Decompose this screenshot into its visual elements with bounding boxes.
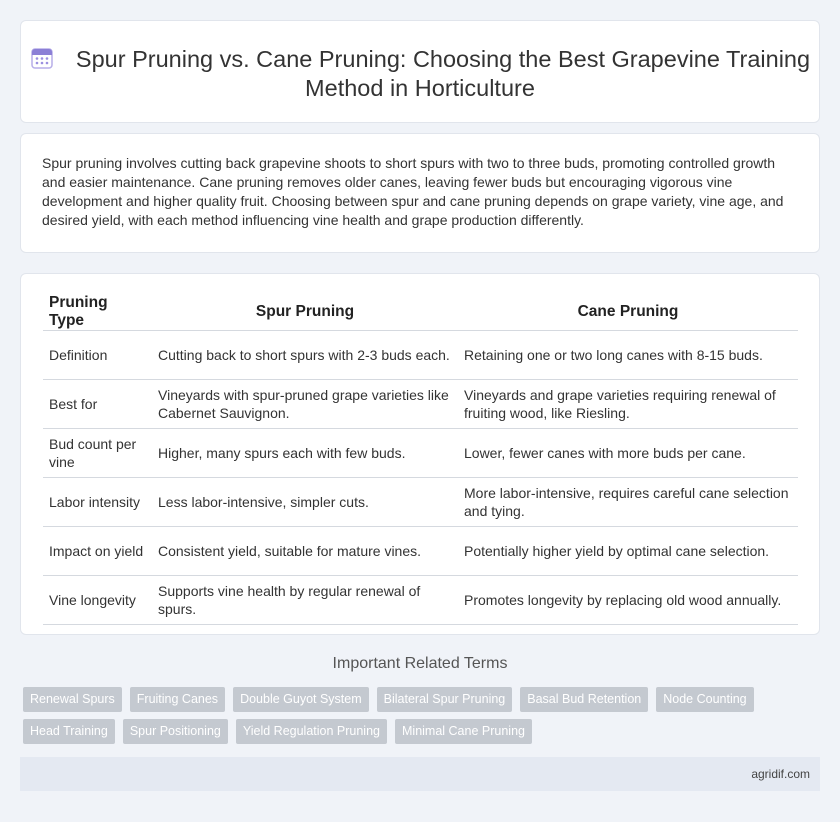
- intro-card: [20, 133, 820, 253]
- related-term-tag[interactable]: Renewal Spurs: [23, 687, 122, 712]
- table-row: [43, 429, 798, 478]
- spur-cell: Supports vine health by regular renewal of spurs.: [152, 576, 458, 625]
- footer-site-link[interactable]: agridif.com: [751, 767, 810, 781]
- row-label: Vine longevity: [43, 576, 152, 625]
- spur-cell: Higher, many spurs each with few buds.: [152, 429, 458, 478]
- calendar-icon: [30, 46, 54, 70]
- cane-cell: Retaining one or two long canes with 8-15 buds.: [458, 331, 798, 380]
- table-header-row: [43, 294, 798, 331]
- related-term-tag[interactable]: Double Guyot System: [233, 687, 369, 712]
- spur-cell: Consistent yield, suitable for mature vines.: [152, 527, 458, 576]
- table-row: [43, 527, 798, 576]
- related-term-tag[interactable]: Bilateral Spur Pruning: [377, 687, 513, 712]
- table-row: [43, 478, 798, 527]
- related-term-tag[interactable]: Minimal Cane Pruning: [395, 719, 532, 744]
- cane-cell: Lower, fewer canes with more buds per cane.: [458, 429, 798, 478]
- spur-cell: Less labor-intensive, simpler cuts.: [152, 478, 458, 527]
- related-terms-heading: Important Related Terms: [332, 655, 508, 672]
- spur-cell: Cutting back to short spurs with 2-3 buds each.: [152, 331, 458, 380]
- row-label: Bud count per vine: [43, 429, 152, 478]
- title-card: [20, 20, 820, 123]
- title-text: Spur Pruning vs. Cane Pruning: Choosing the Best Grapevine Training Method in Horticulture: [75, 46, 811, 101]
- related-terms-list: [23, 687, 823, 751]
- header-spur-pruning: Spur Pruning: [152, 294, 458, 331]
- related-term-tag[interactable]: Fruiting Canes: [130, 687, 225, 712]
- related-term-tag[interactable]: Basal Bud Retention: [520, 687, 648, 712]
- page-title: [21, 45, 819, 103]
- spur-cell: Vineyards with spur-pruned grape varieties like Cabernet Sauvignon.: [152, 380, 458, 429]
- cane-cell: Promotes longevity by replacing old wood annually.: [458, 576, 798, 625]
- cane-cell: More labor-intensive, requires careful cane selection and tying.: [458, 478, 798, 527]
- comparison-table: [43, 294, 798, 625]
- related-term-tag[interactable]: Spur Positioning: [123, 719, 228, 744]
- row-label: Impact on yield: [43, 527, 152, 576]
- footer-bar: [20, 757, 820, 791]
- cane-cell: Potentially higher yield by optimal cane selection.: [458, 527, 798, 576]
- header-pruning-type: Pruning Type: [43, 294, 152, 331]
- row-label: Definition: [43, 331, 152, 380]
- row-label: Labor intensity: [43, 478, 152, 527]
- cane-cell: Vineyards and grape varieties requiring renewal of fruiting wood, like Riesling.: [458, 380, 798, 429]
- related-term-tag[interactable]: Yield Regulation Pruning: [236, 719, 387, 744]
- table-row: [43, 331, 798, 380]
- row-label: Best for: [43, 380, 152, 429]
- table-row: [43, 380, 798, 429]
- intro-paragraph: Spur pruning involves cutting back grapevine shoots to short spurs with two to three buds, promoting controlled growth and easier maintenance. Cane pruning removes older canes, leaving fewer buds but encouraging vigorous vine development and higher quality fruit. Choosing between spur and cane pruning depends on grape variety, vine age, and desired yield, with each method influencing vine health and grape production differently.: [42, 155, 784, 228]
- related-term-tag[interactable]: Node Counting: [656, 687, 753, 712]
- table-row: [43, 576, 798, 625]
- header-cane-pruning: Cane Pruning: [458, 294, 798, 331]
- related-term-tag[interactable]: Head Training: [23, 719, 115, 744]
- comparison-card: [20, 273, 820, 635]
